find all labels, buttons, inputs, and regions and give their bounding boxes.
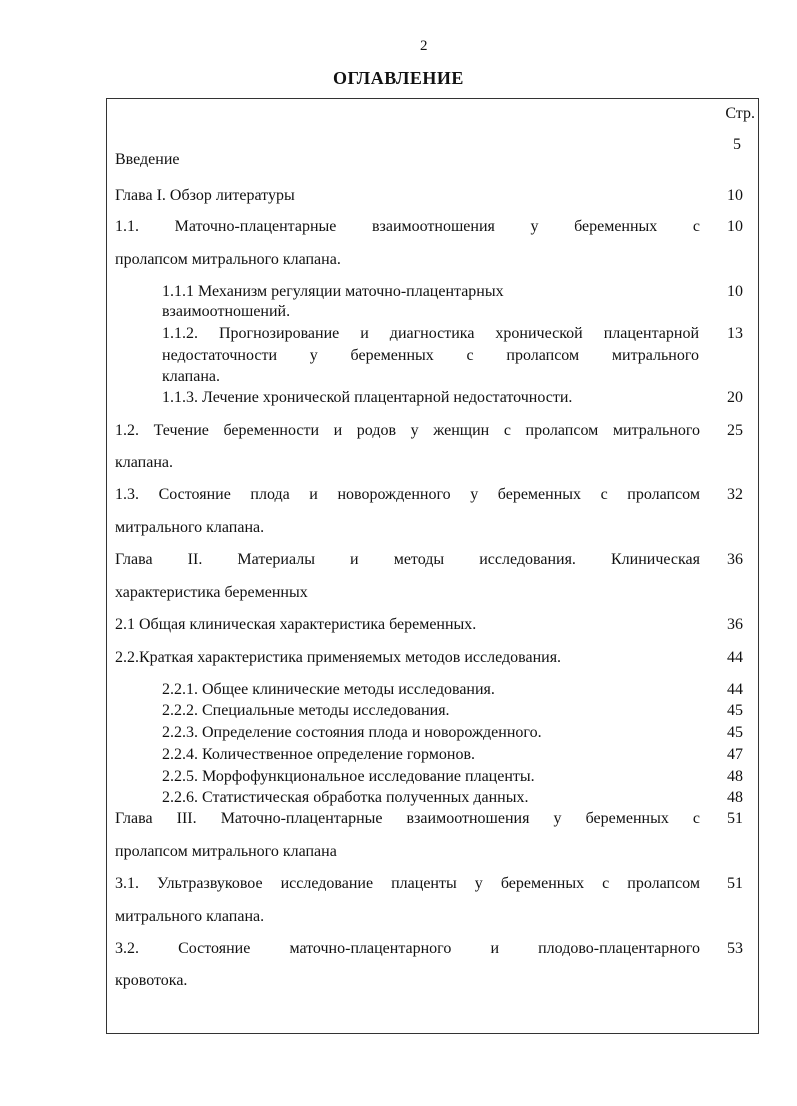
- toc-entry-text: Глава I. Обзор литературы: [115, 187, 295, 204]
- toc-entry-line: 1.1.2. Прогнозирование и диагностика хронической плацентарной: [162, 325, 699, 342]
- toc-entry-line: характеристика беременных: [115, 584, 308, 601]
- toc-entry-page: 44: [727, 681, 743, 698]
- toc-entry-line: пролапсом митрального клапана.: [115, 251, 341, 268]
- toc-entry-page: 10: [727, 283, 743, 300]
- toc-entry-page: 13: [727, 325, 743, 342]
- toc-entry-line: 1.3. Состояние плода и новорожденного у беременных с пролапсом: [115, 486, 700, 503]
- toc-entry-text: 1.1.3. Лечение хронической плацентарной недостаточности.: [162, 389, 573, 406]
- toc-entry-line: кровотока.: [115, 972, 188, 989]
- toc-entry-text: 2.2.3. Определение состояния плода и новорожденного.: [162, 724, 542, 741]
- toc-entry-page: 53: [727, 940, 743, 957]
- toc-entry-line: недостаточности у беременных с пролапсом митрального: [162, 347, 699, 364]
- toc-entry-page: 10: [727, 218, 743, 235]
- toc-entry-line: 1.1.1 Механизм регуляции маточно-плацентарных: [162, 283, 504, 300]
- toc-entry-line: пролапсом митрального клапана: [115, 843, 337, 860]
- toc-entry-page: 51: [727, 875, 743, 892]
- toc-entry-page: 36: [727, 616, 743, 633]
- toc-entry-line: Глава II. Материалы и методы исследования. Клиническая: [115, 551, 700, 568]
- page-column-header: Стр.: [725, 105, 755, 122]
- toc-entry-line: 3.1. Ультразвуковое исследование плаценты у беременных с пролапсом: [115, 875, 700, 892]
- toc-entry-text: Введение: [115, 151, 180, 168]
- page-title: ОГЛАВЛЕНИЕ: [333, 68, 464, 88]
- toc-entry-page: 5: [733, 136, 741, 153]
- toc-entry-line: митрального клапана.: [115, 908, 265, 925]
- toc-entry-text: 2.2.Краткая характеристика применяемых методов исследования.: [115, 649, 562, 666]
- toc-entry-line: клапана.: [115, 454, 173, 471]
- toc-entry-line: клапана.: [162, 368, 220, 385]
- toc-entry-line: взаимоотношений.: [162, 303, 291, 320]
- toc-entry-text: 2.2.6. Статистическая обработка полученных данных.: [162, 789, 529, 806]
- toc-entry-text: 2.2.2. Специальные методы исследования.: [162, 702, 450, 719]
- toc-entry-text: 2.2.1. Общее клинические методы исследования.: [162, 681, 495, 698]
- toc-entry-text: 2.2.4. Количественное определение гормонов.: [162, 746, 476, 763]
- toc-entry-page: 44: [727, 649, 743, 666]
- page-number: 2: [420, 38, 428, 54]
- toc-entry-page: 10: [727, 187, 743, 204]
- toc-entry-page: 25: [727, 422, 743, 439]
- toc-entry-text: 2.1 Общая клиническая характеристика беременных.: [115, 616, 477, 633]
- toc-entry-line: 1.2. Течение беременности и родов у женщин с пролапсом митрального: [115, 422, 700, 439]
- toc-entry-line: 3.2. Состояние маточно-плацентарного и плодово-плацентарного: [115, 940, 700, 957]
- toc-entry-page: 32: [727, 486, 743, 503]
- toc-entry-page: 51: [727, 810, 743, 827]
- toc-entry-page: 45: [727, 724, 743, 741]
- toc-entry-line: 1.1. Маточно-плацентарные взаимоотношения у беременных с: [115, 218, 700, 235]
- toc-entry-page: 48: [727, 768, 743, 785]
- toc-entry-text: 2.2.5. Морфофункциональное исследование плаценты.: [162, 768, 535, 785]
- toc-entry-page: 20: [727, 389, 743, 406]
- toc-entry-page: 48: [727, 789, 743, 806]
- toc-entry-line: митрального клапана.: [115, 519, 265, 536]
- toc-entry-page: 45: [727, 702, 743, 719]
- toc-entry-page: 47: [727, 746, 743, 763]
- toc-entry-line: Глава III. Маточно-плацентарные взаимоотношения у беременных с: [115, 810, 700, 827]
- toc-entry-page: 36: [727, 551, 743, 568]
